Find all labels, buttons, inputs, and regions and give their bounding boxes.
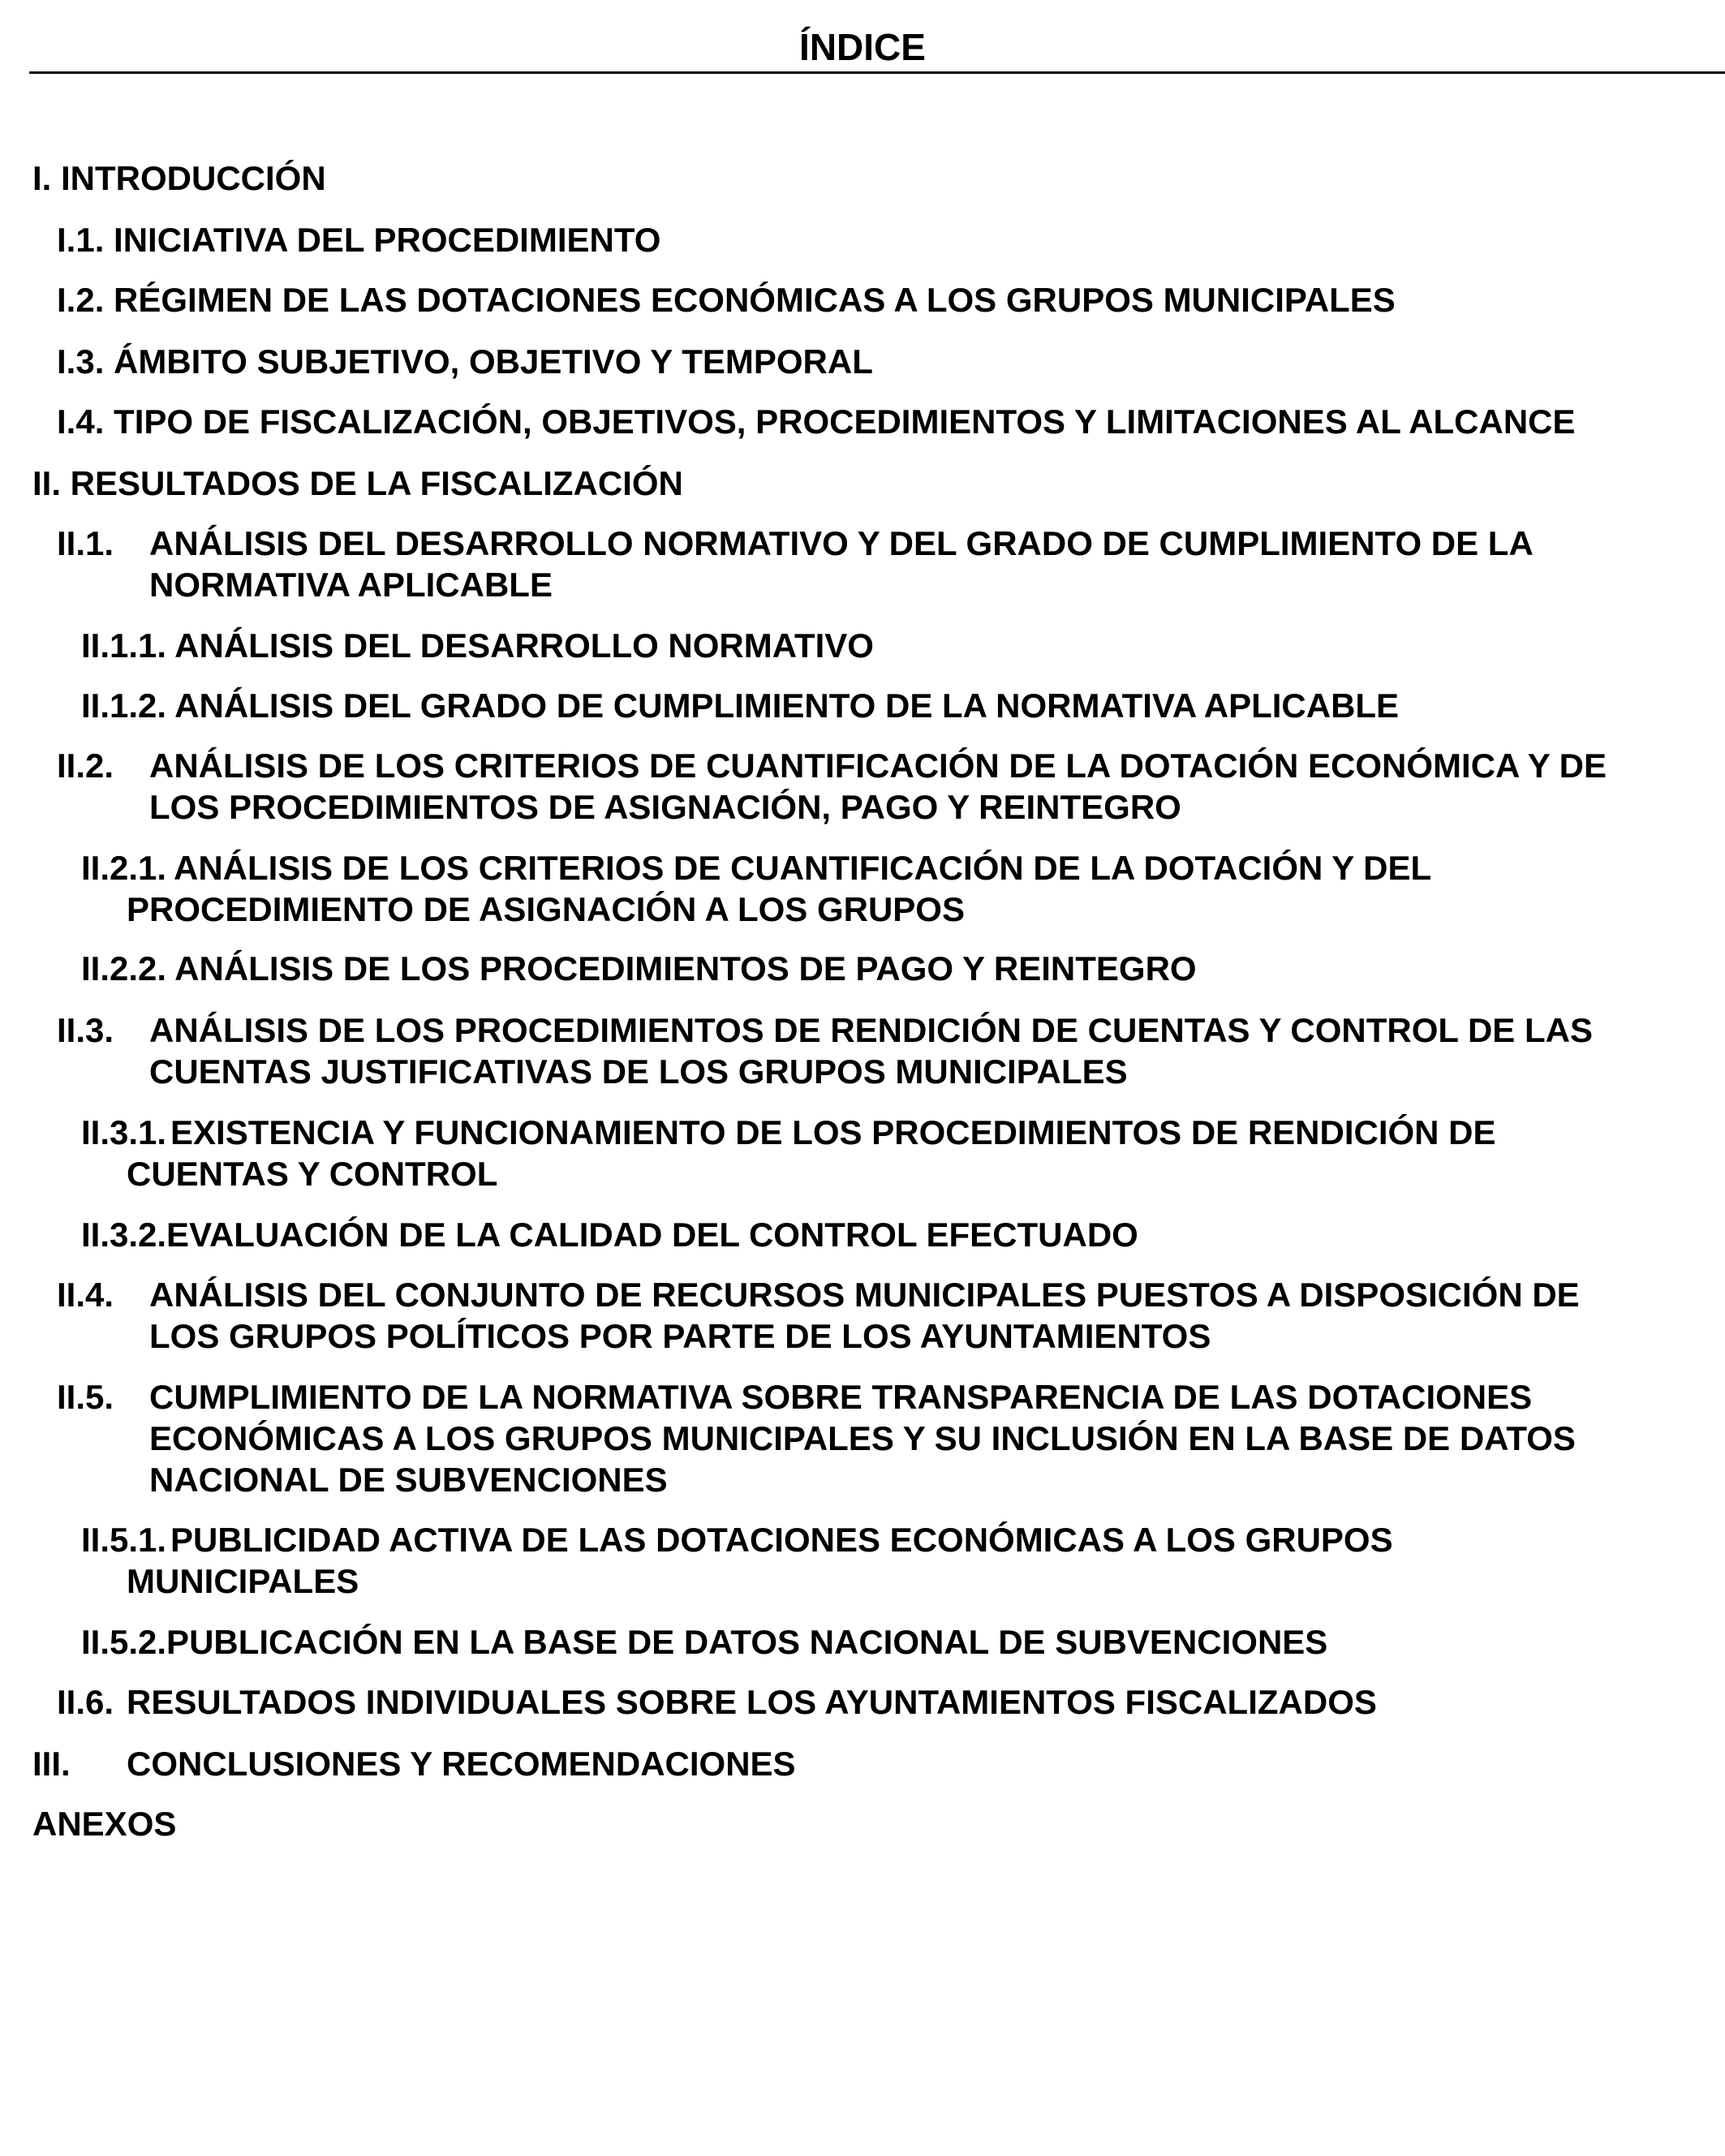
toc-entry-text: I.4. TIPO DE FISCALIZACIÓN, OBJETIVOS, PROCEDIMIENTOS Y LIMITACIONES AL ALCANCE	[57, 402, 1576, 441]
toc-entry-i-3[interactable]	[57, 341, 873, 382]
toc-entry-number: II.5.	[57, 1378, 114, 1416]
toc-entry-number: II.2.1.	[81, 849, 167, 887]
toc-entry-text-continuation: CUENTAS Y CONTROL	[127, 1155, 498, 1193]
toc-entry-text-continuation: MUNICIPALES	[127, 1562, 359, 1600]
toc-entry-text: ANÁLISIS DEL DESARROLLO NORMATIVO Y DEL GRADO DE CUMPLIMIENTO DE LA	[149, 524, 1534, 562]
toc-entry-ii-3-2[interactable]	[81, 1214, 1138, 1255]
toc-entry-resultados[interactable]	[32, 463, 683, 504]
toc-entry-text: ANÁLISIS DEL CONJUNTO DE RECURSOS MUNICIPALES PUESTOS A DISPOSICIÓN DE	[149, 1276, 1580, 1314]
toc-entry-text: ANÁLISIS DE LOS PROCEDIMIENTOS DE RENDICIÓN DE CUENTAS Y CONTROL DE LAS	[149, 1011, 1593, 1049]
toc-entry-text-continuation: CUENTAS JUSTIFICATIVAS DE LOS GRUPOS MUNICIPALES	[149, 1052, 1128, 1091]
toc-entry-text: CONCLUSIONES Y RECOMENDACIONES	[127, 1745, 796, 1783]
toc-entry-number: II.5.1.	[81, 1521, 167, 1559]
toc-entry-text: I.2. RÉGIMEN DE LAS DOTACIONES ECONÓMICAS A LOS GRUPOS MUNICIPALES	[57, 281, 1396, 319]
toc-entry-text: I. INTRODUCCIÓN	[32, 159, 326, 197]
toc-entry-introduccion[interactable]	[32, 157, 326, 199]
toc-entry-text-continuation: ECONÓMICAS A LOS GRUPOS MUNICIPALES Y SU INCLUSIÓN EN LA BASE DE DATOS	[149, 1419, 1576, 1457]
toc-entry-ii-3[interactable]	[57, 1009, 1712, 1092]
toc-entry-ii-5-2[interactable]	[81, 1621, 1327, 1663]
toc-entry-number: II.1.	[57, 524, 114, 562]
page-title: ÍNDICE	[799, 26, 926, 68]
toc-entry-ii-6[interactable]	[57, 1681, 1712, 1723]
toc-entry-ii-1[interactable]	[57, 523, 1712, 605]
toc-entry-number: II.6.	[57, 1683, 114, 1721]
toc-entry-i-2[interactable]	[57, 279, 1396, 321]
toc-entry-text: ANÁLISIS DE LOS CRITERIOS DE CUANTIFICACIÓN DE LA DOTACIÓN Y DEL	[174, 849, 1432, 887]
toc-entry-text-continuation: PROCEDIMIENTO DE ASIGNACIÓN A LOS GRUPOS	[127, 890, 965, 928]
toc-entry-text: ANÁLISIS DE LOS CRITERIOS DE CUANTIFICACIÓN DE LA DOTACIÓN ECONÓMICA Y DE	[149, 747, 1607, 785]
toc-entry-text: II.2.2. ANÁLISIS DE LOS PROCEDIMIENTOS DE PAGO Y REINTEGRO	[81, 949, 1197, 988]
toc-entry-text-continuation: LOS PROCEDIMIENTOS DE ASIGNACIÓN, PAGO Y REINTEGRO	[149, 788, 1181, 826]
toc-entry-anexos[interactable]	[32, 1803, 176, 1844]
toc-entry-text: II.3.2.EVALUACIÓN DE LA CALIDAD DEL CONTROL EFECTUADO	[81, 1216, 1138, 1254]
toc-entry-ii-3-1[interactable]	[81, 1112, 1712, 1194]
toc-entry-ii-1-2[interactable]	[81, 685, 1399, 726]
toc-entry-conclusiones[interactable]	[32, 1743, 1712, 1784]
toc-entry-number: II.3.	[57, 1011, 114, 1049]
toc-entry-text: II. RESULTADOS DE LA FISCALIZACIÓN	[32, 464, 683, 502]
toc-entry-text: RESULTADOS INDIVIDUALES SOBRE LOS AYUNTAMIENTOS FISCALIZADOS	[127, 1683, 1377, 1721]
toc-entry-ii-5[interactable]	[57, 1376, 1712, 1500]
toc-entry-text: PUBLICIDAD ACTIVA DE LAS DOTACIONES ECONÓMICAS A LOS GRUPOS	[170, 1521, 1393, 1559]
toc-entry-ii-2[interactable]	[57, 745, 1712, 828]
toc-entry-text: I.3. ÁMBITO SUBJETIVO, OBJETIVO Y TEMPORAL	[57, 342, 873, 381]
toc-entry-text: I.1. INICIATIVA DEL PROCEDIMIENTO	[57, 221, 661, 259]
toc-entry-ii-4[interactable]	[57, 1274, 1712, 1357]
toc-entry-text-continuation: NORMATIVA APLICABLE	[149, 566, 553, 604]
toc-entry-i-4[interactable]	[57, 401, 1576, 442]
toc-entry-number: III.	[32, 1745, 71, 1783]
toc-entry-text: II.1.2. ANÁLISIS DEL GRADO DE CUMPLIMIENTO DE LA NORMATIVA APLICABLE	[81, 686, 1400, 725]
toc-entry-text-continuation: NACIONAL DE SUBVENCIONES	[149, 1461, 668, 1499]
toc-entry-text: CUMPLIMIENTO DE LA NORMATIVA SOBRE TRANSPARENCIA DE LAS DOTACIONES	[149, 1378, 1533, 1416]
toc-entry-number: II.2.	[57, 747, 114, 785]
toc-entry-number: II.4.	[57, 1276, 114, 1314]
toc-entry-ii-2-1[interactable]	[81, 847, 1712, 930]
toc-entry-text-continuation: LOS GRUPOS POLÍTICOS POR PARTE DE LOS AYUNTAMIENTOS	[149, 1317, 1211, 1355]
toc-entry-ii-5-1[interactable]	[81, 1519, 1712, 1602]
toc-entry-text: II.5.2.PUBLICACIÓN EN LA BASE DE DATOS NACIONAL DE SUBVENCIONES	[81, 1623, 1328, 1661]
toc-entry-text: ANEXOS	[32, 1805, 177, 1843]
toc-entry-ii-2-2[interactable]	[81, 948, 1197, 989]
toc-entry-text: EXISTENCIA Y FUNCIONAMIENTO DE LOS PROCEDIMIENTOS DE RENDICIÓN DE	[170, 1113, 1496, 1151]
toc-entry-text: II.1.1. ANÁLISIS DEL DESARROLLO NORMATIVO	[81, 626, 874, 665]
toc-entry-number: II.3.1.	[81, 1113, 167, 1151]
toc-entry-ii-1-1[interactable]	[81, 625, 874, 666]
toc-entry-i-1[interactable]	[57, 219, 660, 260]
